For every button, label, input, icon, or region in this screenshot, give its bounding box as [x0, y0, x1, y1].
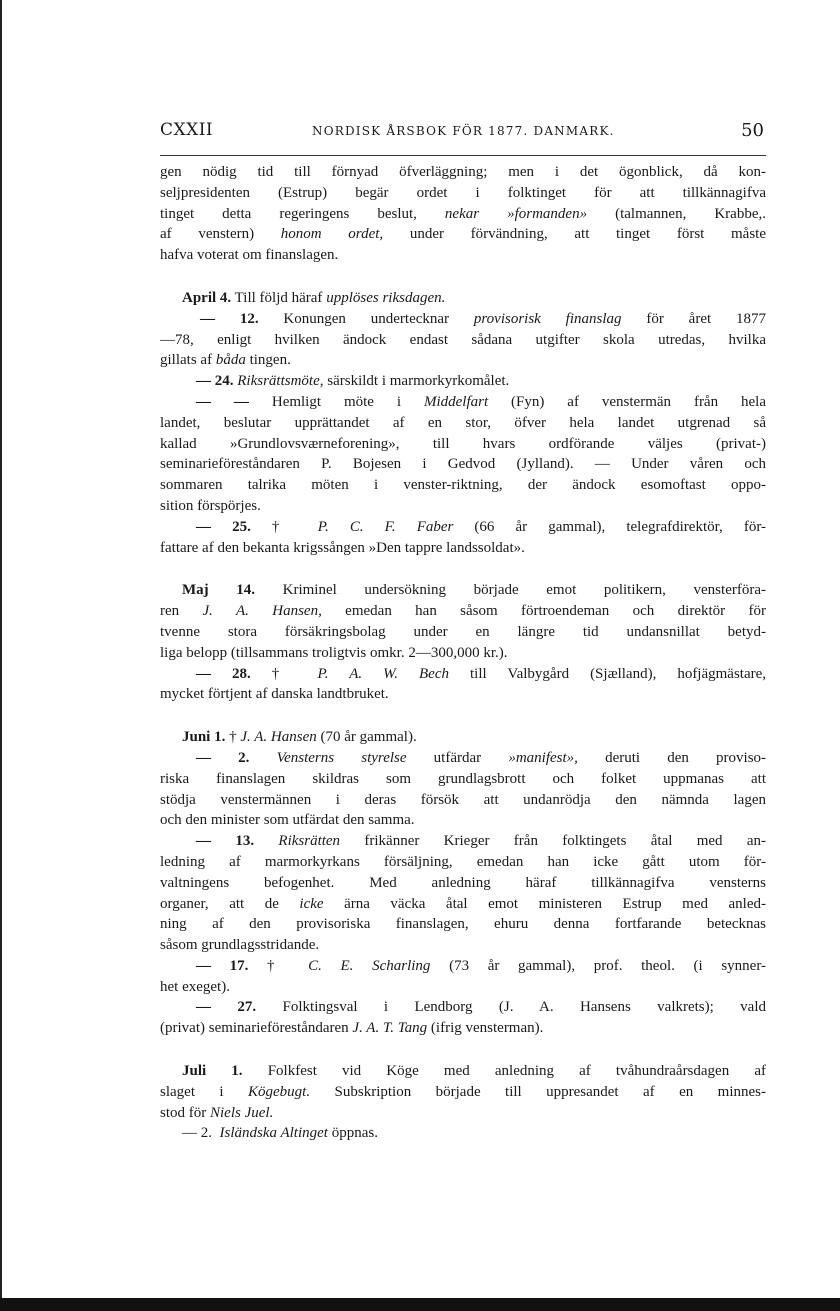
april-section	[160, 288, 766, 558]
text-line: gen nödig tid till förnyad öfverläggning; men i det ögonblick, då kon-	[160, 164, 766, 180]
text-line: landet, beslutar upprättandet af en stor, öfver hela landet utgrenad så	[160, 414, 766, 431]
text-line: organer, att de icke ärna väcka åtal emot ministeren Estrup med anled-	[160, 895, 766, 912]
page-edge	[0, 0, 2, 1300]
roman-page-number: CXXII	[160, 120, 214, 140]
entry-juli-2: — 2. Isländska Altinget öppnas.	[182, 1125, 378, 1142]
text-line: af venstern) honom ordet, under förvändning, att tinget först måste	[160, 226, 766, 243]
intro-paragraph	[160, 162, 766, 266]
page-number: 50	[741, 120, 764, 141]
running-title: NORDISK ÅRSBOK FÖR 1877. DANMARK.	[312, 124, 615, 138]
text-line: seljpresidenten (Estrup) begär ordet i folktinget för att tillkännagifva	[160, 184, 766, 201]
text-line: het exeget).	[160, 978, 230, 995]
entry-maj-28: — 28. † P. A. W. Bech till Valbygård (Sjælland), hofjägmästare,	[196, 665, 766, 682]
text-line: tinget detta regeringens beslut, nekar »formanden» (talmannen, Krabbe,.	[160, 205, 766, 222]
scan-bottom-edge	[0, 1298, 840, 1311]
header-rule	[160, 155, 766, 156]
text-line: hafva voterat om finanslagen.	[160, 247, 339, 264]
text-line: slaget i Kögebugt. Subskription började till uppresandet af en minnes-	[160, 1083, 766, 1100]
text-line: riska finanslagen skildras som grundlagsbrott och folket uppmanas att	[160, 770, 766, 787]
text-line: och den minister som utfärdat den samma.	[160, 812, 415, 829]
text-line: (privat) seminarieföreståndaren J. A. T. Tang (ifrig vensterman).	[160, 1020, 544, 1037]
text-line: ning af den provisoriska finanslagen, ehuru denna fortfarande betecknas	[160, 916, 766, 933]
text-line: kallad »Grundlovsværneforening», till hvars ordförande väljes (privat-)	[160, 435, 766, 452]
page-body	[160, 162, 766, 1144]
entry-april-12: — 12. Konungen undertecknar provisorisk finanslag för året 1877	[200, 310, 766, 327]
text-line: valtningens befogenhet. Med anledning häraf tillkännagifva vensterns	[160, 874, 766, 891]
running-header	[160, 120, 766, 144]
date-label: April 4.	[182, 289, 232, 306]
entry-april-24: — 24. Riksrättsmöte, särskildt i marmorkyrkomålet.	[196, 373, 510, 390]
text-line: stödja venstermännen i deras försök att undanrödja den nämnda lagen	[160, 791, 766, 808]
juli-section	[160, 1061, 766, 1144]
text-line: liga belopp (tillsammans troligtvis omkr. 2—300,000 kr.).	[160, 644, 508, 661]
text-line: tvenne stora försäkringsbolag under en längre tid undansnillat betyd-	[160, 623, 766, 640]
entry-juni-13: — 13. Riksrätten frikänner Krieger från folktingets åtal med an-	[196, 833, 766, 850]
text-line: fattare af den bekanta krigssången »Den tappre landssoldat».	[160, 539, 525, 556]
entry-juni-17: — 17. † C. E. Scharling (73 år gammal), prof. theol. (i synner-	[196, 957, 766, 974]
text-line: stod för Niels Juel.	[160, 1104, 274, 1121]
text-line: —78, enligt hvilken ändock endast sådana utgifter skola utredas, hvilka	[160, 331, 766, 348]
entry-juni-27: — 27. Folktingsval i Lendborg (J. A. Hansens valkrets); vald	[196, 999, 766, 1016]
juni-section	[160, 727, 766, 1039]
entry-juni-1: Juni 1. † J. A. Hansen (70 år gammal).	[182, 729, 417, 746]
entry-juli-1: Juli 1. Folkfest vid Köge med anledning af tvåhundraårsdagen af	[182, 1063, 766, 1080]
text-line: såsom grundlagsstridande.	[160, 937, 320, 954]
maj-section	[160, 580, 766, 705]
text-line: mycket förtjent af danska landtbruket.	[160, 686, 389, 703]
text-line: sition förspörjes.	[160, 497, 261, 514]
text-line: seminarieföreståndaren P. Bojesen i Gedvod (Jylland). — Under våren och	[160, 456, 766, 473]
text-line: gillats af båda tingen.	[160, 352, 291, 369]
entry-maj-14: Maj 14. Kriminel undersökning började emot politikern, vensterföra-	[182, 582, 766, 599]
text-line: sommaren talrika möten i venster-riktning, der ändock esomoftast oppo-	[160, 477, 766, 494]
entry-april-25: — 25. † P. C. F. Faber (66 år gammal), telegrafdirektör, för-	[196, 518, 766, 535]
entry-april-24b: — — Hemligt möte i Middelfart (Fyn) af venstermän från hela	[196, 393, 766, 410]
text-line: ren J. A. Hansen, emedan han såsom förtroendeman och direktör för	[160, 603, 766, 620]
entry-juni-2: — 2. Vensterns styrelse utfärdar »manifest», deruti den proviso-	[196, 749, 766, 766]
entry-april-4: April 4. Till följd häraf upplöses riksdagen.	[182, 289, 446, 306]
text-line: ledning af marmorkyrkans försäljning, emedan han icke gått utom för-	[160, 853, 766, 870]
